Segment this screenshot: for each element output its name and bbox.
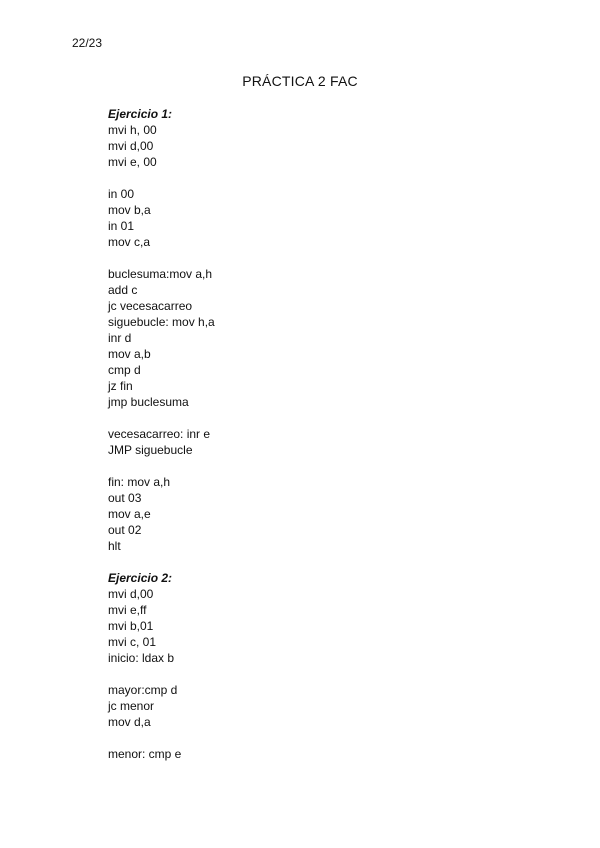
- code-line: mvi e, 00: [108, 155, 157, 169]
- code-line: cmp d: [108, 363, 141, 377]
- section-heading: Ejercicio 2:: [108, 571, 173, 585]
- document-body: [108, 106, 548, 762]
- code-line: menor: cmp e: [108, 747, 182, 761]
- section-heading: Ejercicio 1:: [108, 107, 173, 121]
- code-line: vecesacarreo: inr e: [108, 427, 211, 441]
- blank-line: [108, 250, 548, 266]
- code-line: mvi e,ff: [108, 603, 147, 617]
- code-line: hlt: [108, 539, 121, 553]
- code-line: jz fin: [108, 379, 133, 393]
- code-line: jmp buclesuma: [108, 395, 189, 409]
- code-line: mvi d,00: [108, 139, 154, 153]
- code-line: jc menor: [108, 699, 155, 713]
- code-line: buclesuma:mov a,h: [108, 267, 213, 281]
- code-line: jc vecesacarreo: [108, 299, 193, 313]
- code-line: JMP siguebucle: [108, 443, 193, 457]
- code-line: siguebucle: mov h,a: [108, 315, 215, 329]
- code-line: mov b,a: [108, 203, 151, 217]
- code-line: out 02: [108, 523, 142, 537]
- code-line: fin: mov a,h: [108, 475, 171, 489]
- blank-line: [108, 554, 548, 570]
- code-line: in 00: [108, 187, 135, 201]
- code-line: inr d: [108, 331, 132, 345]
- code-line: mov a,b: [108, 347, 151, 361]
- code-line: mov a,e: [108, 507, 151, 521]
- code-line: add c: [108, 283, 138, 297]
- blank-line: [108, 170, 548, 186]
- code-line: mov d,a: [108, 715, 151, 729]
- code-line: mvi b,01: [108, 619, 154, 633]
- blank-line: [108, 458, 548, 474]
- code-line: in 01: [108, 219, 135, 233]
- page-number: 22/23: [72, 36, 103, 50]
- code-line: mvi d,00: [108, 587, 154, 601]
- blank-line: [108, 666, 548, 682]
- code-line: inicio: ldax b: [108, 651, 175, 665]
- blank-line: [108, 410, 548, 426]
- code-line: mvi h, 00: [108, 123, 157, 137]
- blank-line: [108, 730, 548, 746]
- code-line: mvi c, 01: [108, 635, 157, 649]
- code-line: mayor:cmp d: [108, 683, 178, 697]
- code-line: out 03: [108, 491, 142, 505]
- document-title: PRÁCTICA 2 FAC: [242, 73, 358, 89]
- code-line: mov c,a: [108, 235, 151, 249]
